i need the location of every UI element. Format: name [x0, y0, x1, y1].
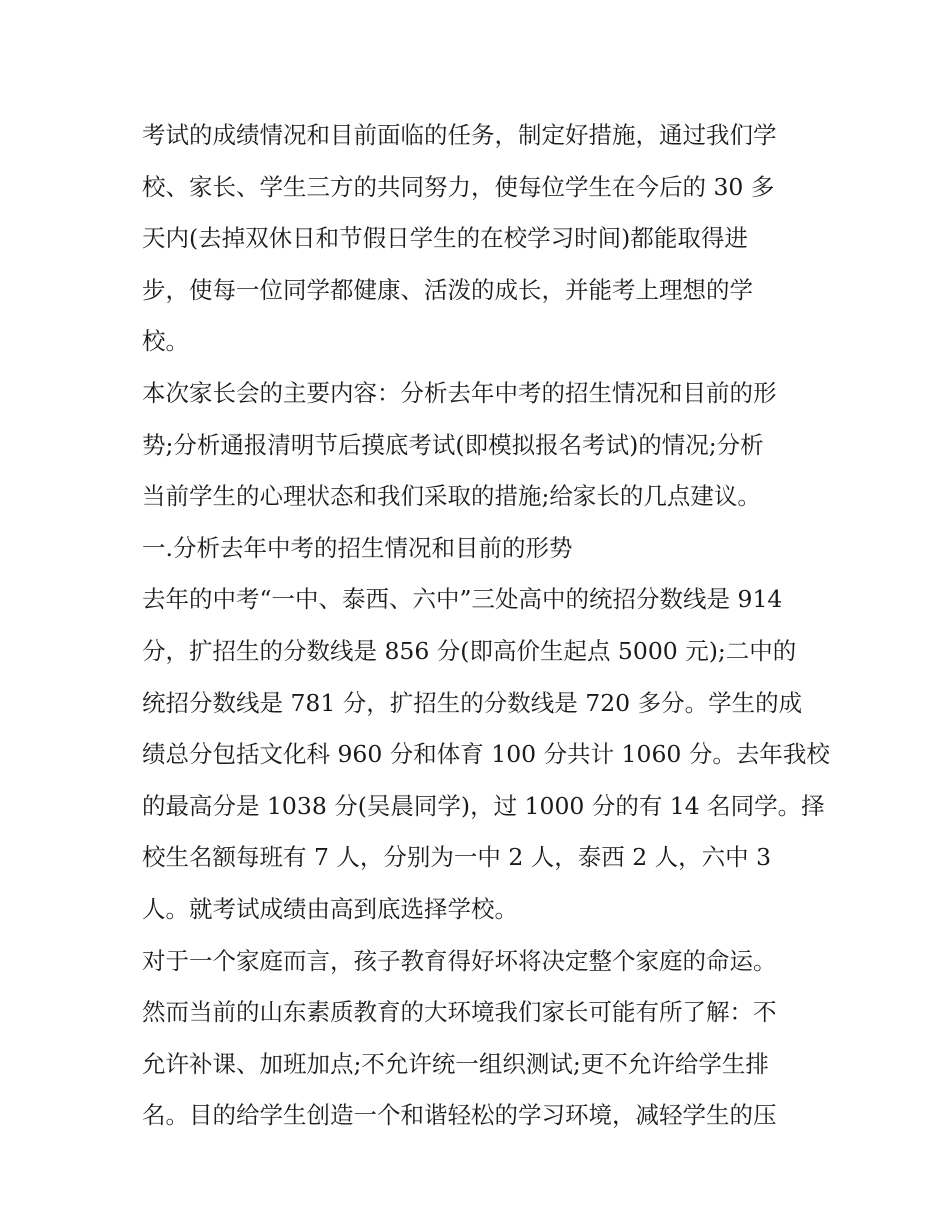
text-line: 然而当前的山东素质教育的大环境我们家长可能有所了解：不	[142, 998, 777, 1027]
text-line: 分，扩招生的分数线是 856 分(即高价生起点 5000 元);二中的	[142, 636, 797, 665]
text-line: 考试的成绩情况和目前面临的任务，制定好措施，通过我们学	[142, 121, 777, 149]
text-line: 天内(去掉双休日和节假日学生的在校学习时间)都能取得进	[142, 224, 748, 253]
text-line: 势;分析通报清明节后摸底考试(即模拟报名考试)的情况;分析	[142, 430, 764, 459]
text-line: 校生名额每班有 7 人，分别为一中 2 人，泰西 2 人，六中 3	[142, 843, 772, 872]
text-line: 名。目的给学生创造一个和谐轻松的学习环境，减轻学生的压	[142, 1101, 777, 1130]
text-line: 步，使每一位同学都健康、活泼的成长，并能考上理想的学	[142, 275, 753, 304]
text-line: 的最高分是 1038 分(吴晨同学)，过 1000 分的有 14 名同学。择	[142, 791, 825, 820]
document-body	[142, 110, 830, 1142]
text-line: 绩总分包括文化科 960 分和体育 100 分共计 1060 分。去年我校	[142, 740, 830, 769]
text-line: 统招分数线是 781 分，扩招生的分数线是 720 多分。学生的成	[142, 688, 803, 717]
text-line: 允许补课、加班加点;不允许统一组织测试;更不允许给学生排	[142, 1049, 769, 1078]
text-line: 人。就考试成绩由高到底选择学校。	[142, 894, 518, 923]
text-line: 校、家长、学生三方的共同努力，使每位学生在今后的 30 多	[142, 172, 775, 201]
section-heading: 一.分析去年中考的招生情况和目前的形势	[142, 533, 573, 562]
text-line: 对于一个家庭而言，孩子教育得好坏将决定整个家庭的命运。	[142, 946, 777, 975]
text-line: 校。	[142, 327, 189, 356]
text-line: 本次家长会的主要内容：分析去年中考的招生情况和目前的形	[142, 378, 777, 407]
text-line: 去年的中考“一中、泰西、六中”三处高中的统招分数线是 914	[142, 585, 783, 614]
text-line: 当前学生的心理状态和我们采取的措施;给家长的几点建议。	[142, 482, 761, 511]
